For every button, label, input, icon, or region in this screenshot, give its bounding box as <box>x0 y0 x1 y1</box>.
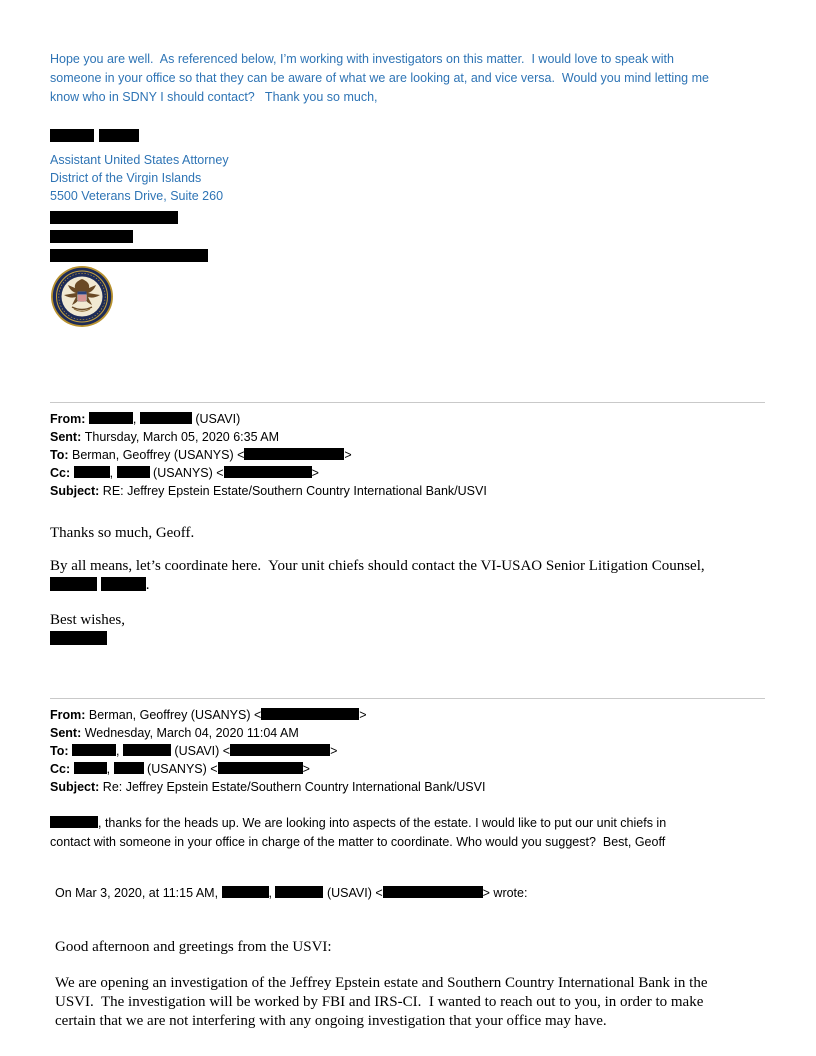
email3-body <box>55 974 765 1031</box>
redaction-bar <box>50 816 98 828</box>
redaction-bar <box>50 631 107 645</box>
sent-value: Thursday, March 05, 2020 6:35 AM <box>84 430 280 444</box>
intro-paragraph <box>50 50 765 107</box>
email2-sent-line <box>50 724 765 742</box>
redaction-bar <box>50 129 94 142</box>
redaction-bar <box>222 886 269 898</box>
redaction-bar <box>101 577 146 591</box>
signature-email-redacted <box>50 249 765 262</box>
signature-district: District of the Virgin Islands <box>50 171 202 185</box>
redaction-bar <box>50 230 133 243</box>
redaction-bar <box>224 466 312 478</box>
redaction-bar <box>72 744 116 756</box>
email1-sent-line <box>50 428 765 446</box>
subject-label: Subject: <box>50 780 103 794</box>
email2-body <box>50 814 765 852</box>
email1-body-p2: By all means, let’s coordinate here. Your unit chiefs should contact the VI-USAO Senior Litigation Counsel, . <box>50 557 765 595</box>
redaction-bar <box>74 466 110 478</box>
redaction-bar <box>50 577 97 591</box>
to-label: To: <box>50 744 72 758</box>
email1-body-p1: Thanks so much, Geoff. <box>50 525 195 541</box>
to-org: (USAVI) < <box>170 744 231 758</box>
subject-value: RE: Jeffrey Epstein Estate/Southern Country International Bank/USVI <box>102 484 487 498</box>
cc-label: Cc: <box>50 466 74 480</box>
email3-quote-attribution: On Mar 3, 2020, at 11:15 AM, , (USAVI) < > wrote: <box>55 886 528 900</box>
intro-line: Hope you are well. As referenced below, I’m working with investigators on this matter. I would love to speak with <box>50 52 674 66</box>
subject-label: Subject: <box>50 484 103 498</box>
redaction-bar <box>275 886 323 898</box>
email1-header <box>50 403 765 500</box>
redaction-bar <box>117 466 150 478</box>
email1-subject-line <box>50 482 765 500</box>
email1-closing: Best wishes, <box>50 611 765 649</box>
from-org: (USAVI) <box>191 412 241 426</box>
redaction-bar <box>50 249 208 262</box>
redaction-bar <box>140 412 192 424</box>
redaction-bar <box>74 762 107 774</box>
email1-from-line: From: , (USAVI) <box>50 412 241 426</box>
redaction-bar <box>218 762 303 774</box>
redaction-bar <box>50 211 178 224</box>
redaction-bar <box>261 708 359 720</box>
email1-counsel-name-redacted: . <box>50 576 765 595</box>
signature-block <box>50 128 765 333</box>
email2-to-line: To: , (USAVI) < > <box>50 744 338 758</box>
redaction-bar <box>89 412 133 424</box>
email2-body-line: , thanks for the heads up. We are looking into aspects of the estate. I would like to put our unit chiefs in <box>50 814 765 833</box>
email2-cc-line: Cc: , (USANYS) < > <box>50 762 310 776</box>
signature-name-redacted <box>50 128 765 146</box>
signature-fax-redacted <box>50 230 765 243</box>
email2-subject-line <box>50 778 765 796</box>
intro-line: someone in your office so that they can be aware of what we are looking at, and vice versa. Would you mind letting me <box>50 71 709 85</box>
subject-value: Re: Jeffrey Epstein Estate/Southern Country International Bank/USVI <box>102 780 486 794</box>
intro-line: know who in SDNY I should contact? Thank you so much, <box>50 90 378 104</box>
email2-header <box>50 699 765 796</box>
email1-signature-redacted <box>50 630 765 649</box>
to-label: To: <box>50 448 72 462</box>
email1-cc-line: Cc: , (USANYS) < > <box>50 466 319 480</box>
redaction-bar <box>99 129 139 142</box>
signature-phone-redacted <box>50 211 765 224</box>
redaction-bar <box>123 744 171 756</box>
cc-org: (USANYS) < <box>143 762 218 776</box>
redaction-bar <box>114 762 144 774</box>
email2-body-line: contact with someone in your office in charge of the matter to coordinate. Who would you suggest? Best, Geoff <box>50 835 666 849</box>
quote-org: (USAVI) < <box>323 886 383 900</box>
seal-container <box>50 265 765 333</box>
doj-seal-icon <box>50 265 114 328</box>
from-label: From: <box>50 708 89 722</box>
redaction-bar <box>230 744 330 756</box>
email3-body-line: certain that we are not interfering with any ongoing investigation that your office may have. <box>55 1013 607 1029</box>
email3-body-line: USVI. The investigation will be worked by FBI and IRS-CI. I wanted to reach out to you, in order to make <box>55 994 704 1010</box>
signature-address: 5500 Veterans Drive, Suite 260 <box>50 189 224 203</box>
to-value: Berman, Geoffrey (USANYS) < <box>71 448 245 462</box>
cc-label: Cc: <box>50 762 74 776</box>
sent-label: Sent: <box>50 726 85 740</box>
from-value: Berman, Geoffrey (USANYS) < <box>88 708 262 722</box>
sent-label: Sent: <box>50 430 85 444</box>
cc-org: (USANYS) < <box>149 466 224 480</box>
signature-title: Assistant United States Attorney <box>50 153 229 167</box>
from-label: From: <box>50 412 89 426</box>
email1-body <box>50 524 765 649</box>
email3-greeting: Good afternoon and greetings from the USVI: <box>55 939 332 955</box>
sent-value: Wednesday, March 04, 2020 11:04 AM <box>84 726 299 740</box>
redaction-bar <box>244 448 344 460</box>
redaction-bar <box>383 886 483 898</box>
email1-to-line: To: Berman, Geoffrey (USANYS) < > <box>50 448 352 462</box>
email3-body-line: We are opening an investigation of the Jeffrey Epstein estate and Southern Country International Bank in the <box>55 975 708 991</box>
email2-from-line: From: Berman, Geoffrey (USANYS) < > <box>50 708 367 722</box>
